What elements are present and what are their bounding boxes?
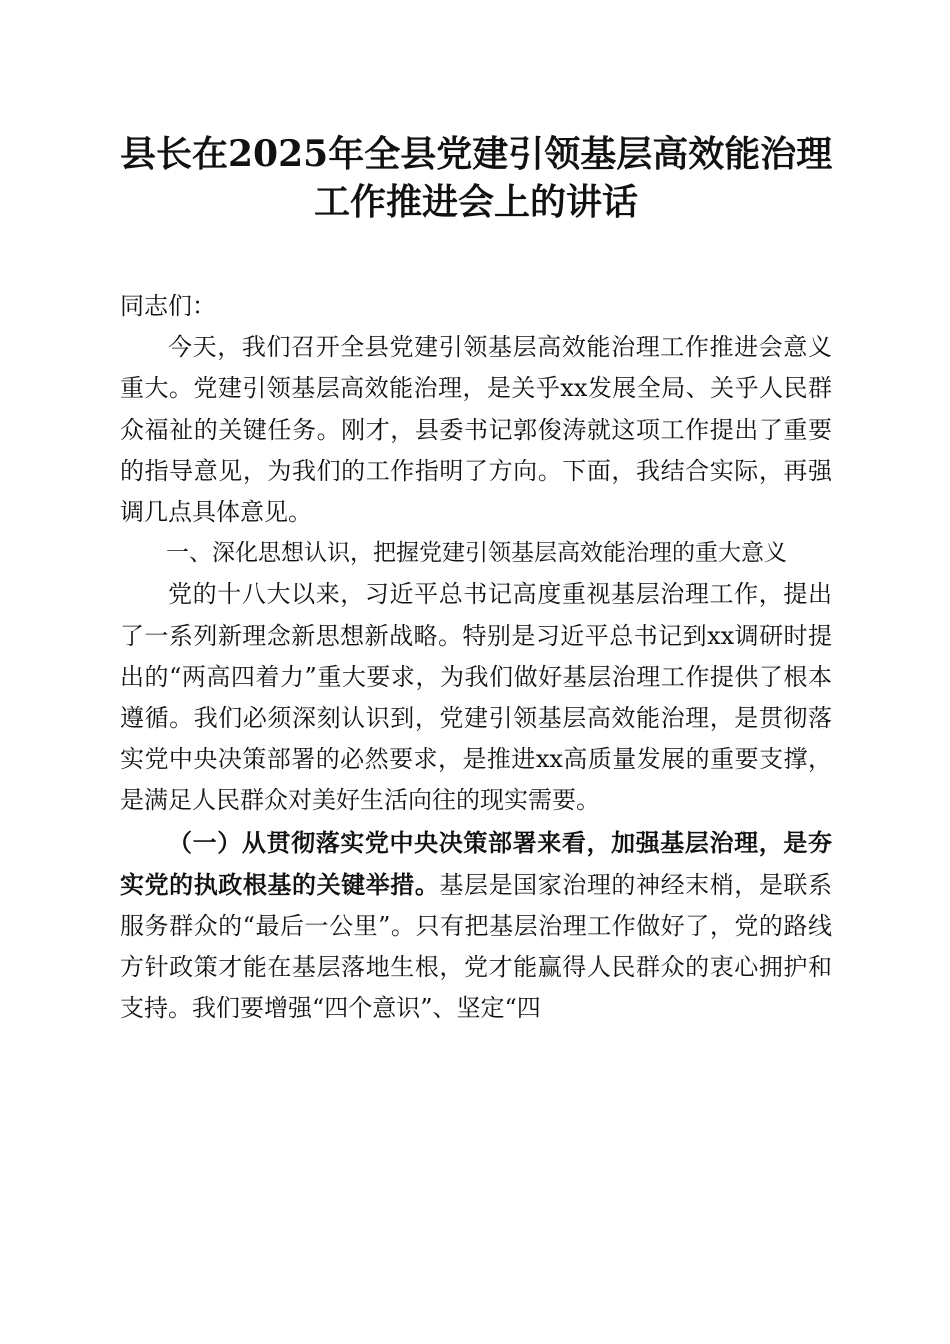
title-line-1: 县长在2025年全县党建引领基层高效能治理	[120, 133, 833, 175]
document-body	[120, 286, 832, 1030]
intro-paragraph: 今天，我们召开全县党建引领基层高效能治理工作推进会意义重大。党建引领基层高效能治理，是关乎xx发展全局、关乎人民群众福祉的关键任务。刚才，县委书记郭俊涛就这项工作提出了重要的指导意见，为我们的工作指明了方向。下面，我结合实际，再强调几点具体意见。	[120, 333, 832, 527]
document-page	[120, 130, 832, 1030]
title-line-2: 工作推进会上的讲话	[313, 181, 638, 223]
subsection-1-paragraph	[120, 822, 832, 1030]
document-title	[120, 130, 832, 226]
salutation: 同志们：	[120, 292, 216, 320]
section-heading-1: 一、深化思想认识，把握党建引领基层高效能治理的重大意义	[166, 540, 787, 567]
section-1-paragraph: 党的十八大以来，习近平总书记高度重视基层治理工作，提出了一系列新理念新思想新战略。特别是习近平总书记到xx调研时提出的“两高四着力”重大要求，为我们做好基层治理工作提供了根本遵循。我们必须深刻认识到，党建引领基层高效能治理，是贯彻落实党中央决策部署的必然要求，是推进xx高质量发展的重要支撑，是满足人民群众对美好生活向往的现实需要。	[120, 580, 832, 815]
subsection-1-lead: （一）从贯彻落实党中央决策部署来看，加强基层治理，是夯实党的执政根基的关键举措。	[120, 827, 832, 899]
subsection-1-text: 基层是国家治理的神经末梢，是联系服务群众的“最后一公里”。只有把基层治理工作做好了，党的路线方针政策才能在基层落地生根，党才能赢得人民群众的衷心拥护和支持。我们要增强“四个意识”、坚定“四	[120, 870, 833, 1023]
